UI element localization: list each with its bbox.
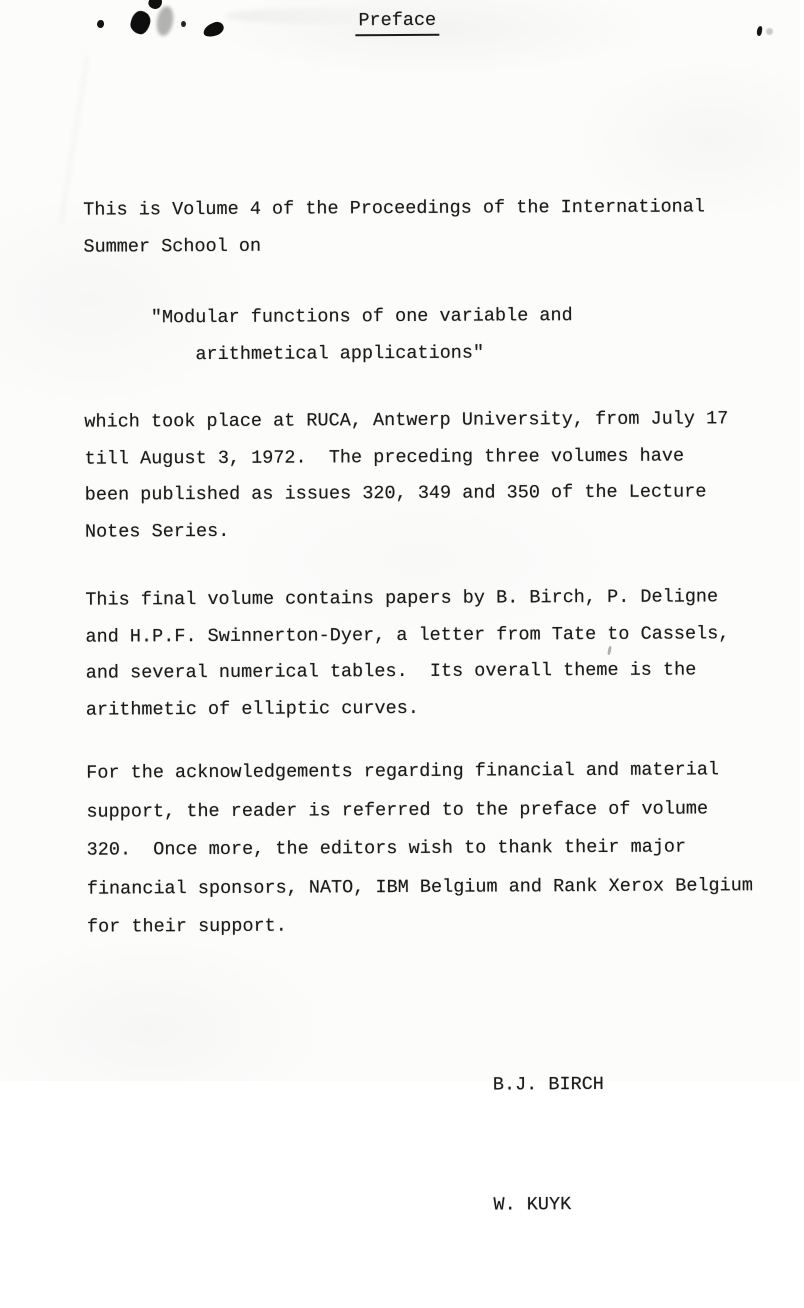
signature-block bbox=[492, 985, 605, 1306]
signature-line: B.J. BIRCH bbox=[492, 1073, 604, 1096]
paragraph-acknowledgements: For the acknowledgements regarding financial and material support, the reader is referred to the preface of volume 320. Once more, the editors wish to thank their major financial sponsors, NATO, IBM Belgium and Rank Xerox Belgium for their support. bbox=[86, 759, 753, 939]
signature-line: W. KUYK bbox=[493, 1194, 572, 1216]
paragraph-quote-title: "Modular functions of one variable and arithmetical applications" bbox=[150, 305, 573, 365]
paragraph-contents: This final volume contains papers by B. Birch, P. Deligne and H.P.F. Swinnerton-Dyer, a letter from Tate to Cassels, and several numerical tables. Its overall theme is the arithmetic of elliptic curves. bbox=[85, 586, 730, 721]
title-row bbox=[0, 7, 797, 38]
paragraph-venue: which took place at RUCA, Antwerp University, from July 17 till August 3, 1972. The preceding three volumes have been published as issues 320, 349 and 350 of the Lecture Notes Series. bbox=[84, 408, 729, 543]
page-title: Preface bbox=[355, 9, 439, 36]
paragraph-intro: This is Volume 4 of the Proceedings of the International Summer School on bbox=[83, 196, 706, 258]
